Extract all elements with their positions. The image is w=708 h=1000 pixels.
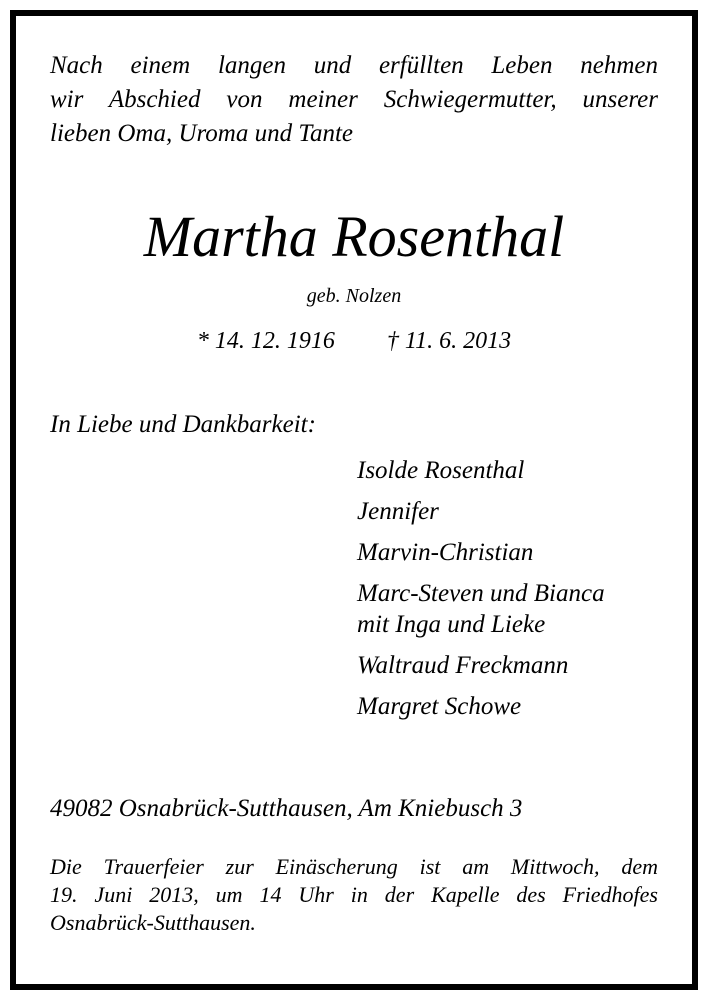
birth-date: * 14. 12. 1916 — [196, 328, 335, 354]
mourner-name: Waltraud Freckmann — [357, 652, 569, 679]
mourner-name: Marc-Steven und Bianca — [357, 580, 605, 607]
mourner-item — [357, 691, 605, 722]
life-dates — [0, 326, 708, 356]
deceased-name: Martha Rosenthal — [143, 204, 565, 269]
mourner-item — [357, 455, 605, 486]
intro-line: wir Abschied von meiner Schwiegermutter, unserer — [50, 86, 658, 113]
mourner-name: Marvin-Christian — [357, 539, 534, 566]
closing-text: In Liebe und Dankbarkeit: — [50, 411, 316, 438]
mourner-item — [357, 578, 605, 640]
mourner-name-continuation: mit Inga und Lieke — [357, 611, 546, 638]
mourner-name: Isolde Rosenthal — [357, 457, 525, 484]
death-date: † 11. 6. 2013 — [386, 328, 512, 354]
notice-line: Osnabrück-Sutthausen. — [50, 910, 256, 935]
funeral-notice — [50, 853, 658, 937]
family-address: 49082 Osnabrück-Sutthausen, Am Kniebusch 3 — [50, 795, 523, 822]
notice-line: 19. Juni 2013, um 14 Uhr in der Kapelle des Friedhofes — [50, 882, 658, 907]
notice-line: Die Trauerfeier zur Einäscherung ist am Mittwoch, dem — [50, 854, 658, 879]
mourners-list — [357, 455, 605, 732]
mourner-item — [357, 650, 605, 681]
mourner-name: Margret Schowe — [357, 693, 522, 720]
maiden-name: geb. Nolzen — [306, 285, 402, 307]
mourner-item — [357, 496, 605, 527]
intro-line: Nach einem langen und erfüllten Leben nehmen — [50, 52, 658, 79]
intro-line: lieben Oma, Uroma und Tante — [50, 120, 354, 147]
mourner-item — [357, 537, 605, 568]
mourner-name: Jennifer — [357, 498, 439, 525]
intro-text — [50, 49, 658, 151]
